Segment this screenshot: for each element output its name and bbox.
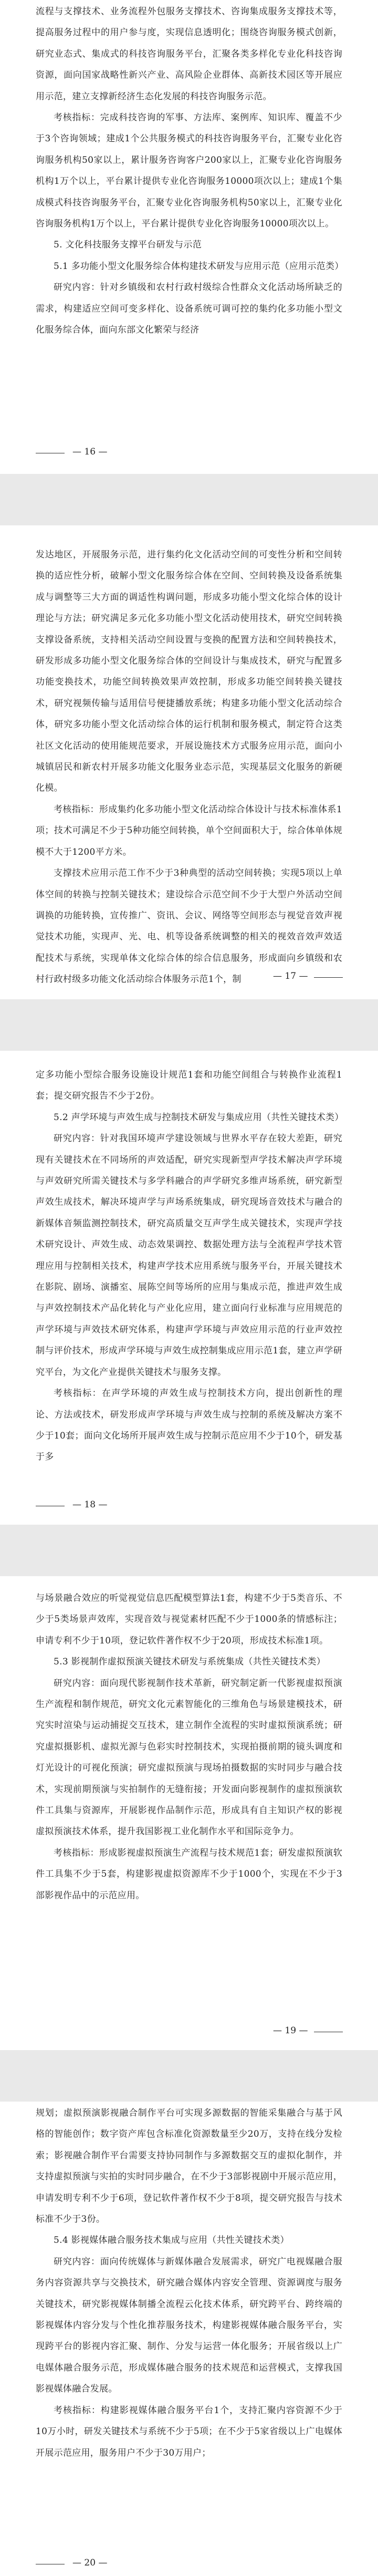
paragraph: 发达地区，开展服务示范，进行集约化文化活动空间的可变性分析和空间转换的适应性分析，破解小型文化服务综合体在空间、空间转换及设备系统集成与调整等三大方面的调适性构调问题，形成多功能小型文化综合体的设计理论与方法；研究满足多元化多功能小型文化活动使用技术，研究空间转换支撑设备系统，支持相关活动空间设置与变换的配置方法和空间转换技术，研发形成多功能小型文化服务综合体的空间设计与集成技术，研究与配置多功能变换技术，功能空间转换效果声效控制，形成多功能空间转换关键技术，研究视频传输与适用信号便捷播放系统；构建多功能小型文化活动综合体，研究多功能小型文化活动综合体的运行机制和服务模式，制定符合这类社区文化活动的使用能规范要求，开展设施技术方式服务应用示范，面向小城镇居民和新农村开展多功能文化服务业态示范，实现基层文化服务的新硬化模。 (36, 550, 342, 794)
paragraph: 研究内容：面向传统媒体与新媒体融合发展需求，研究广电视媒融合服务内容资源共享与交换技术，研究融合媒体内容安全管理、资源调度与服务关键技术，研究影视媒体制播全流程云化技术体系，研究跨平台、跨终端的影视媒体内容分发与个性化推荐服务技术，构建影视媒体融合服务平台，实现跨平台的影视内容汇聚、制作、分发与运营一体化服务；开展省级以上广电媒体融合服务示范，形成媒体融合服务的技术规范和运营模式，支撑我国影视媒体融合发展。 (36, 2256, 342, 2395)
footer-line-right (314, 977, 343, 978)
page-number: — 20 — (72, 2558, 108, 2568)
paragraph: 研究内容：针对我国环境声学建设领域与世界水平存在较大差距，研究现有关键技术在不同场所的声效适配，研究实现新型声学技术解决声学环境与声效研究所需关键技术与多学科融合的声学研究多维声场系统，研究新型声效生成技术，解决环境声学与声场系统集成，研究现场音效技术与融合的新媒体音频监测控制技术，研究高质量交互声学生成关键技术，实现声学技术研究设计、声效生成、动态效果调控、数据处理方法与全流程声学技术管理应用与控制相关技术，构建声学技术应用系统与服务平台，开展关键技术在影院、剧场、演播室、展陈空间等场所的应用与集成示范，推进声效生成与声效控制技术产品化转化与产业化应用，建立面向行业标准与应用规范的声学环境与声效技术研究体系，构建声学环境与声效应用示范的行业声效控制与评价技术，形成声学环境与声效生成控制集成应用示范1套，建立声学研究平台，为文化产业提供关键技术与服务支撑。 (36, 1133, 342, 1378)
page-number: — 17 — (273, 971, 308, 981)
paragraph: 定多功能小型综合服务设施设计规范1套和功能空间组合与转换作业流程1套；提交研究报告不少于2份。 (36, 1070, 342, 1102)
page-3 (0, 1051, 378, 1525)
paragraph: 研究内容：面向现代影视制作技术革新，研究制定新一代影视虚拟预演生产流程和制作规范，研究文化元素智能化的三维角色与场景建模技术，研究实时渲染与运动捕捉交互技术，建立制作全流程的实时虚拟预演系统；研究虚拟摄影机、虚拟光源与色彩实时控制技术，实现拍摄前期的镜头调度和灯光设计的可视化预演；研究虚拟预演与现场拍摄数据的实时同步与融合技术，实现前期预演与实拍制作的无缝衔接；开发面向影视制作的虚拟预演软件工具集与资源库，开展影视作品制作示范，形成具有自主知识产权的影视虚拟预演技术体系，提升我国影视工业化制作水平和国际竞争力。 (36, 1678, 342, 1837)
page-number: — 16 — (72, 447, 108, 457)
paragraph: 规划；虚拟预演影视融合制作平台可实现多源数据的智能采集融合与基于风格的智能创作；数字资产库包含标准化资源数量至少20万，支持在线分发检索；影视融合制作平台需要支持协同制作与多源数据交互的虚拟化制作，并支持虚拟预演与实拍的实时同步融合，在不少于3部影视剧中开展示范应用，申请发明专利不少于6项，登记软件著作权不少于8项，提交研究报告与技术标准不少于3份。 (36, 2108, 342, 2225)
subsection-heading: 5.3 影视制作虚拟预演关键技术研发与系统集成（共性关键技术类） (54, 1657, 326, 1668)
subsection-heading: 5.1 多功能小型文化服务综合体构建技术研发与应用示范（应用示范类） (54, 261, 344, 272)
paragraph: 考核指标：在声学环境的声效生成与控制技术方向，提出创新性的理论、方法或技术，研发形成声学环境与声效生成与控制的系统及解决方案不少于10套；面向文化场所开展声效生成与控制示范应用不少于10个，研发基于多 (36, 1388, 342, 1463)
paragraph: 考核指标：完成科技咨询的军事、方法库、案例库、知识库、覆盖不少于3个咨询领域；建成1个公共服务模式的科技咨询服务平台，汇聚专业化咨询服务机构50家以上，累计服务咨询客户200家以上，汇聚专业化咨询服务机构1万个以上，平台累计提供专业化咨询服务10000项次以上；建成1个集成模式科技咨询服务平台，汇聚专业化咨询服务机构50家以上，汇聚专业化咨询服务机构1万个以上，平台累计提供专业化咨询服务10000项次以上。 (36, 112, 342, 230)
page-number: — 18 — (72, 1499, 108, 1510)
section-heading: 5. 文化科技服务支撑平台研发与示范 (54, 240, 202, 251)
page-number: — 19 — (273, 2025, 308, 2036)
paragraph: 支撑技术应用示范工作不少于3种典型的活动空间转换；实现5项以上单体空间的转换与控制关键技术；建设综合示范空间不少于大型户外活动空间调换的功能转换，宣传推广、资讯、会议、网络等空间形态与视觉音效声视觉技术功能，实现声、光、电、机等设备系统调整的相关的视效音效声效适配技术与系统，实现单体文化综合体的综合信息服务，形成面向乡镇级和农村行政村级多功能文化活动综合体服务示范1个，制 (36, 868, 342, 985)
paragraph: 考核指标：形成集约化多功能小型文化活动综合体设计与技术标准体系1项；技术可满足不少于5种功能空间转换，单个空间面积大于，综合体单体规模不大于1200平方米。 (36, 804, 342, 857)
subsection-heading: 5.4 影视媒体融合服务技术集成与应用（共性关键技术类） (54, 2235, 289, 2246)
page-2 (0, 525, 378, 999)
paragraph: 流程与支撑技术、业务流程外包服务支撑技术、咨询集成服务支撑技术等，提高服务过程中的用户参与度，实现信息透明化；围绕咨询服务模式创新，研究业态式、集成式的科技咨询服务平台，汇聚各类多样化专业化科技咨询资源，面向国家战略性新兴产业、高风险企业群体、高新技术园区等开展应用示范，建立支撑新经济生态化发展的科技咨询服务示范。 (36, 6, 342, 102)
page-4 (0, 1576, 378, 2050)
subsection-heading: 5.2 声学环境与声效生成与控制技术研发与集成应用（共性关键技术类） (54, 1112, 344, 1123)
paragraph: 研究内容：针对乡镇级和农村行政村级综合性群众文化活动场所缺乏的需求，构建适应空间可变多样化、设备系统可调可控的集约化多功能小型文化服务综合体，面向东部文化繁荣与经济 (36, 282, 342, 336)
paragraph: 与场景融合效应的听觉视觉信息匹配模型算法1套，构建不少于5类音乐、不少于5类场景声效库，实现音效与视觉素材匹配不少于1000条的情感标注；申请专利不少于10项，登记软件著作权不少于20项，形成技术标准1项。 (36, 1593, 342, 1646)
paragraph: 考核指标：构建影视媒体融合服务平台1个，支持汇聚内容资源不少于10万小时，研发关键技术与系统不少于5项；在不少于5家省级以上广电媒体开展示范应用，服务用户不少于30万用户； (36, 2405, 342, 2458)
page-1 (0, 0, 378, 474)
paragraph: 考核指标：形成影视虚拟预演生产流程与技术规范1套；研发虚拟预演软件工具集不少于5套，构建影视虚拟资源库不少于1000个，实现在不少于3部影视作品中的示范应用。 (36, 1847, 342, 1901)
page-5 (0, 2102, 378, 2576)
